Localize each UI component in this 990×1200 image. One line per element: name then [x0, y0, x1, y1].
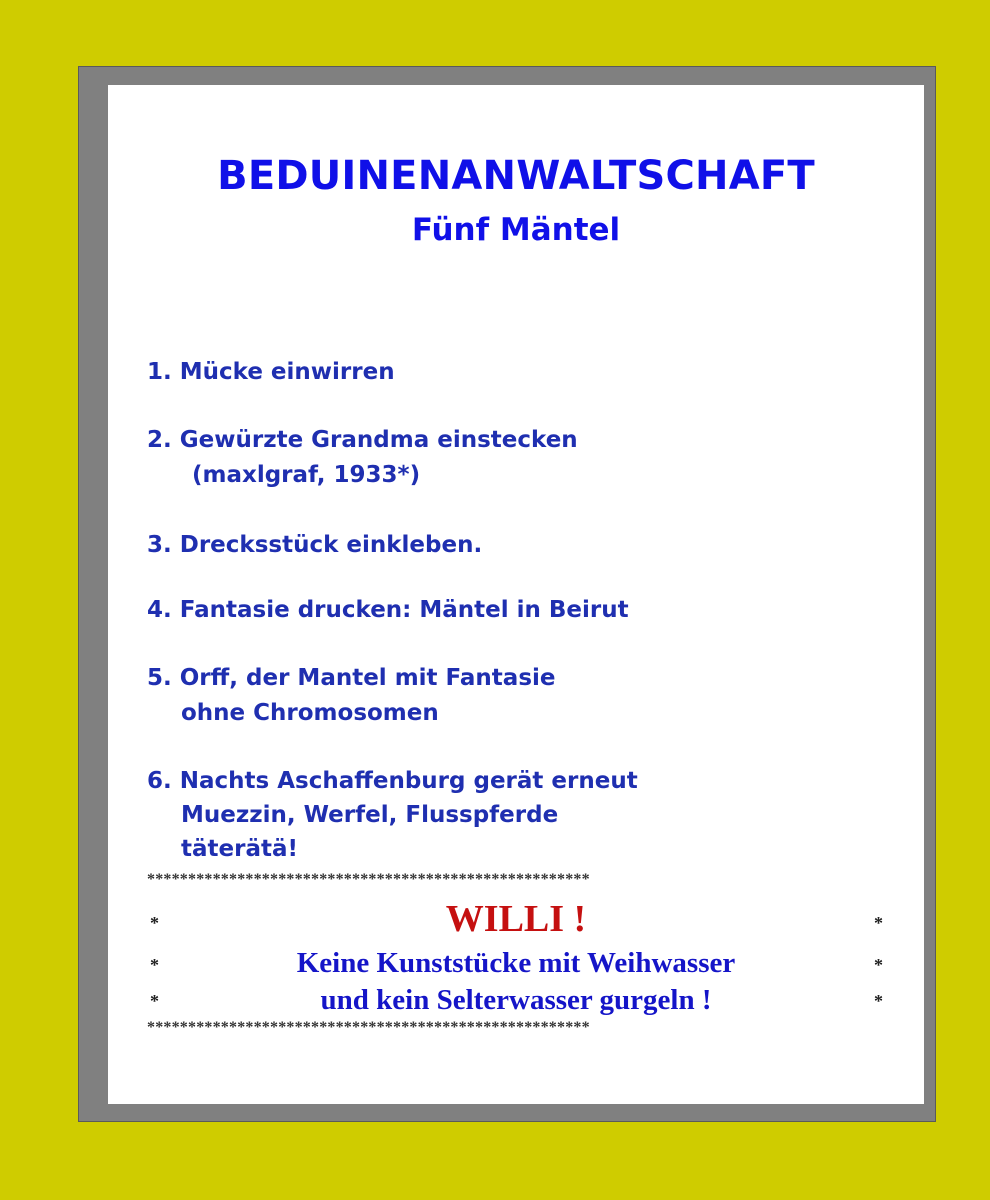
- star-left-3: *: [150, 991, 159, 1011]
- star-right-1: *: [874, 913, 883, 933]
- star-left-1: *: [150, 913, 159, 933]
- willi-headline: WILLI !: [445, 898, 587, 940]
- list-item-5-cont: ohne Chromosomen: [181, 700, 439, 726]
- list-item-6-cont2: täterätä!: [181, 836, 298, 862]
- page-subtitle: Fünf Mäntel: [411, 212, 621, 248]
- list-item-5: 5. Orff, der Mantel mit Fantasie: [147, 665, 556, 691]
- star-border-bottom: ******************************************************: [147, 1019, 590, 1036]
- page-title: BEDUINENANWALTSCHAFT: [217, 153, 815, 199]
- star-border-top: ******************************************************: [147, 871, 590, 888]
- star-left-2: *: [150, 955, 159, 975]
- star-right-2: *: [874, 955, 883, 975]
- list-item-1: 1. Mücke einwirren: [147, 359, 395, 385]
- list-item-6-cont: Muezzin, Werfel, Flusspferde: [181, 802, 559, 828]
- star-right-3: *: [874, 991, 883, 1011]
- list-item-3: 3. Drecksstück einkleben.: [147, 532, 483, 558]
- list-item-2: 2. Gewürzte Grandma einstecken: [147, 427, 578, 453]
- message-line-1: Keine Kunststücke mit Weihwasser: [296, 947, 736, 979]
- list-item-6: 6. Nachts Aschaffenburg gerät erneut: [147, 768, 638, 794]
- message-line-2: und kein Selterwasser gurgeln !: [320, 984, 712, 1016]
- list-item-4: 4. Fantasie drucken: Mäntel in Beirut: [147, 597, 629, 623]
- list-item-2-note: (maxlgraf, 1933*): [192, 462, 421, 488]
